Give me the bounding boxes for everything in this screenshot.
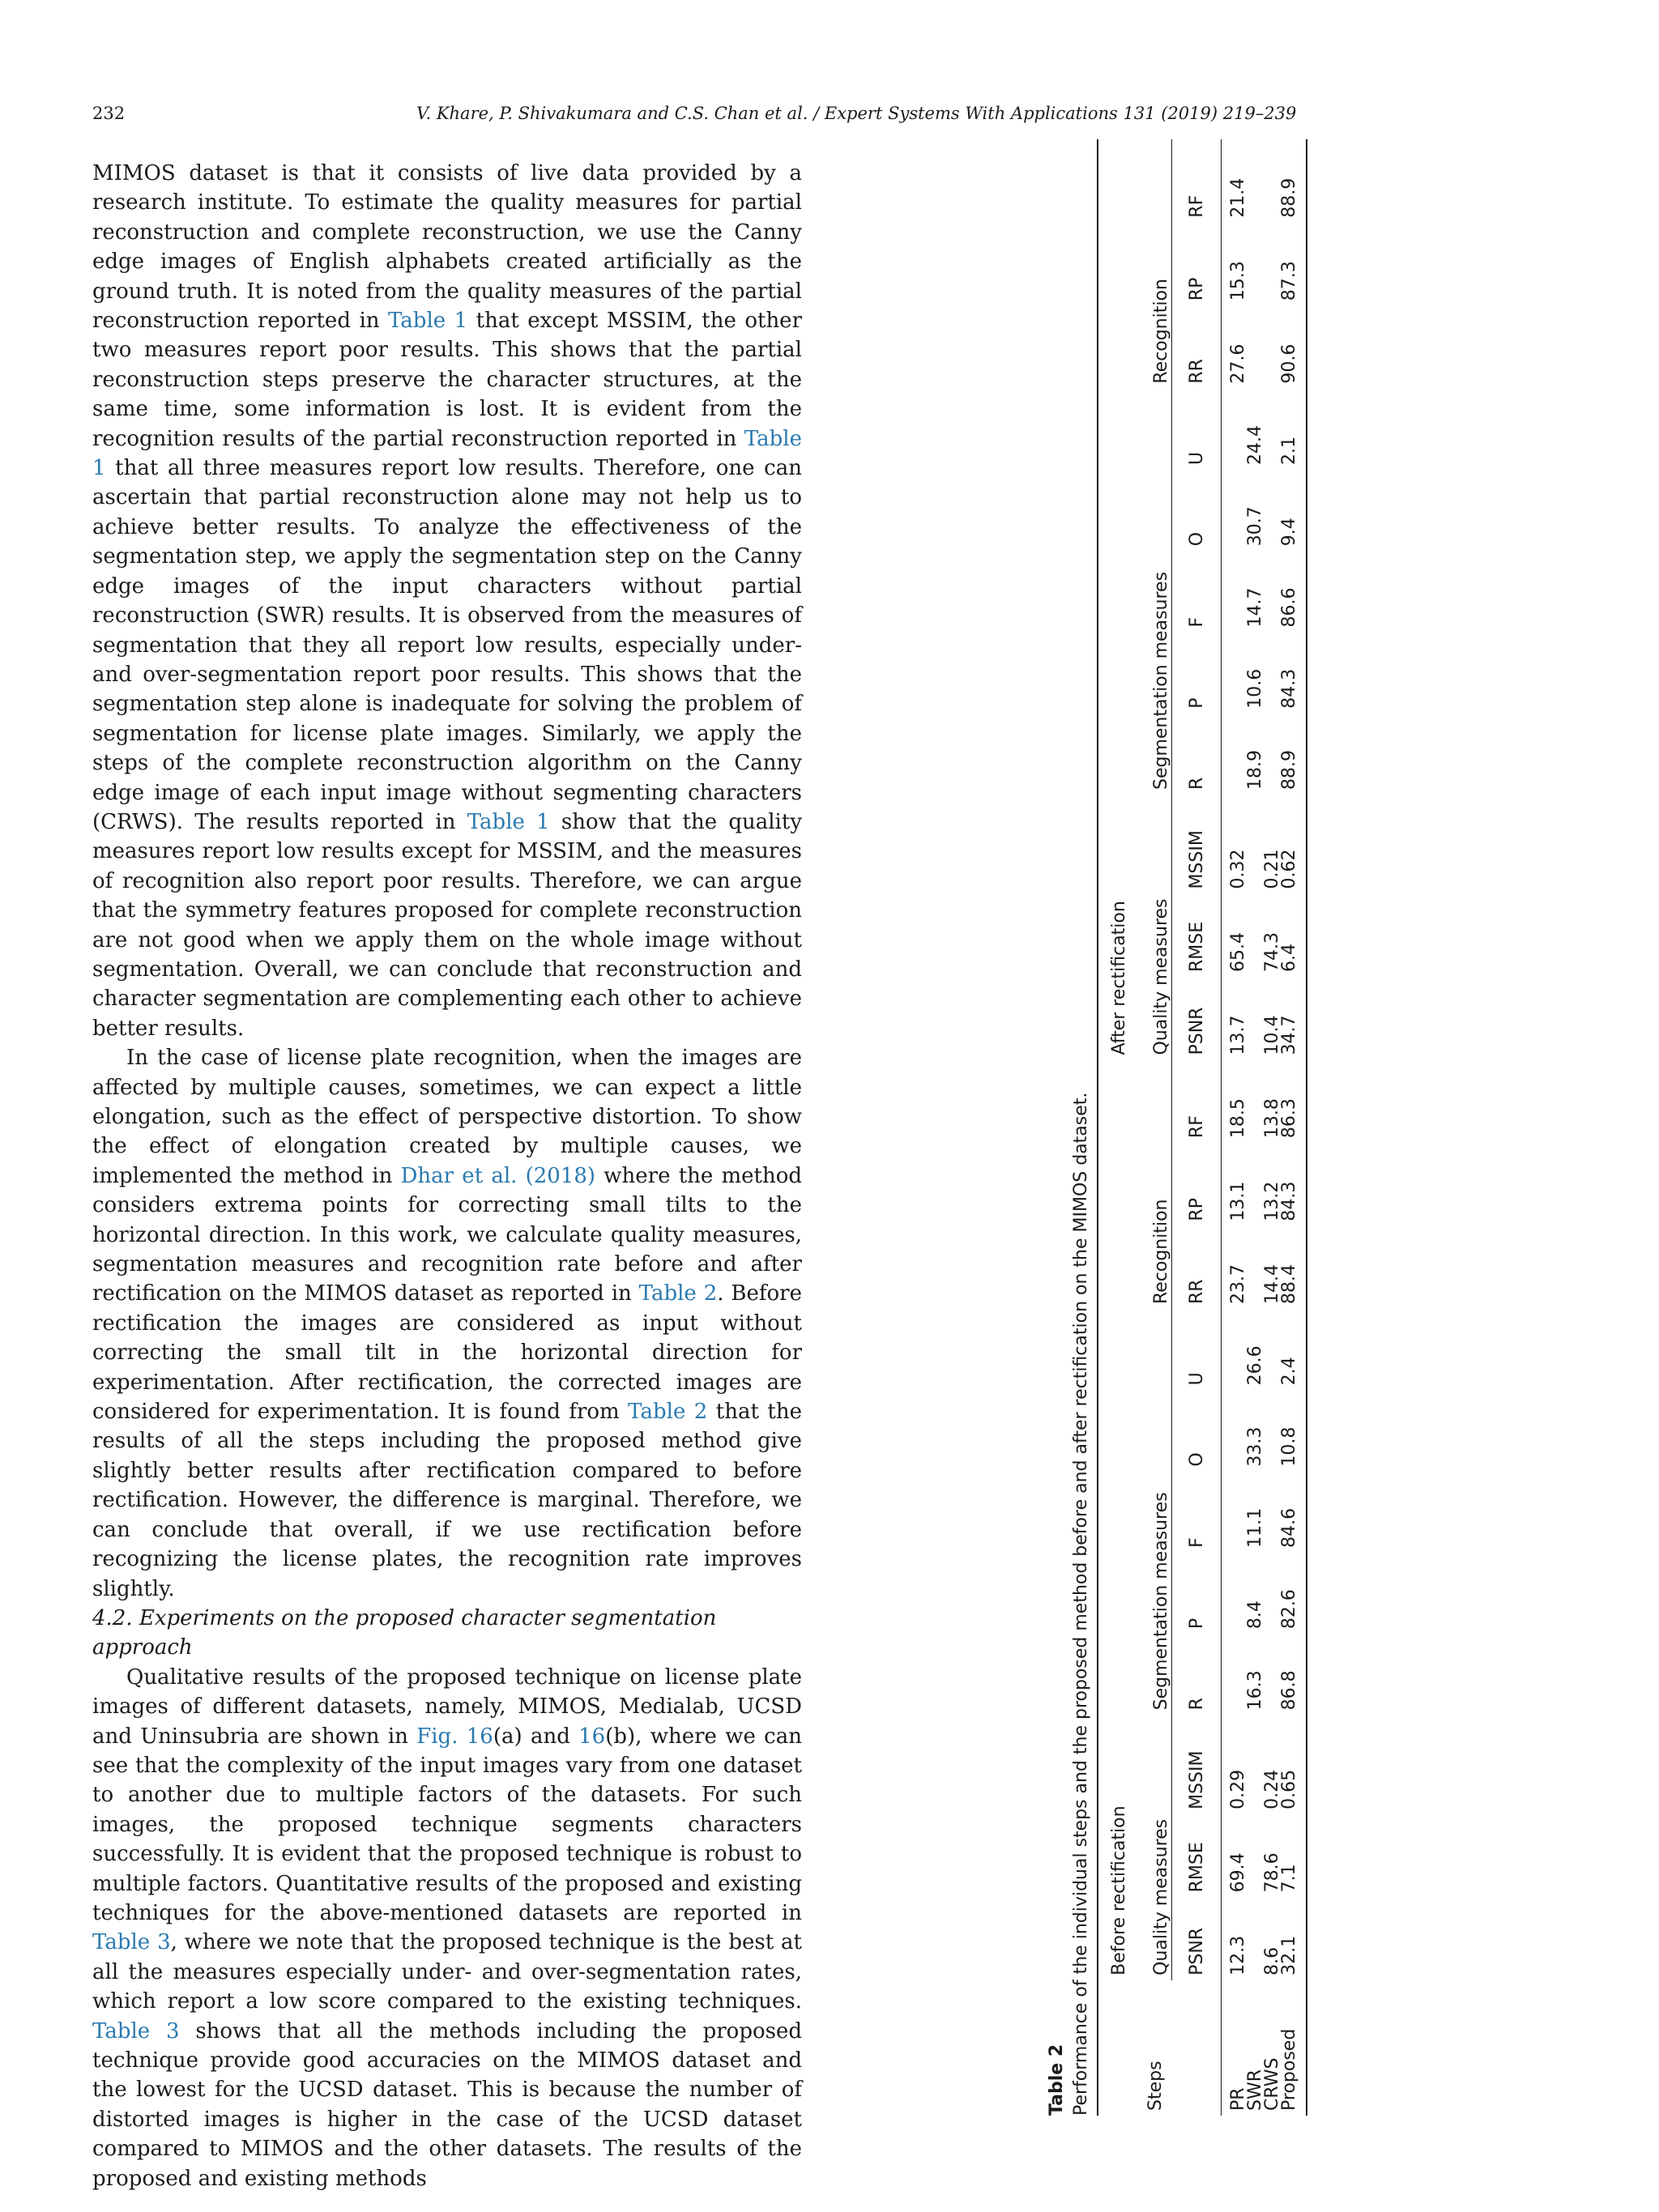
steps-header: Steps <box>1145 2061 1166 2111</box>
table-cell: 18.9 <box>1245 750 1265 790</box>
before-recognition-header: Recognition <box>1139 1060 1172 1310</box>
table-cell: 84.3 <box>1281 1143 1307 1225</box>
column-header: O <box>1186 531 1207 547</box>
table-1-link[interactable]: Table 1 <box>92 426 802 481</box>
table-cell <box>1264 551 1281 632</box>
table-cell <box>1247 1814 1264 1897</box>
table-2-rotated <box>1045 139 1369 2116</box>
table-cell: 74.3 <box>1262 932 1282 973</box>
text-run: In the case of license plate recognition, when the images are affected by multiple causes, sometimes, we can expect a little elongation, such as the effect of perspective distortion. To show the effect of elongation created by multiple causes, we implemented the method in <box>92 1046 802 1188</box>
table-cell: 23.7 <box>1222 1226 1247 1309</box>
dhar-2018-citation-link[interactable]: Dhar et al. (2018) <box>400 1163 596 1188</box>
table-cell <box>1264 1553 1281 1634</box>
table-cell <box>1222 389 1247 470</box>
paragraph-1 <box>92 159 802 1043</box>
table-cell: 0.65 <box>1281 1715 1307 1814</box>
after-segmentation-header: Segmentation measures <box>1139 389 1172 795</box>
text-run: . Before rectification the images are considered as input without correcting the small tilt in the horizontal direction for experimentation. After rectification, the corrected images are considered for experimentation. It is found from <box>92 1281 802 1425</box>
text-run: shows that all the methods including the proposed technique provide good accuracies on the MIMOS dataset and the lowest for the UCSD dataset. This is because the number of distorted images is higher in the case of the UCSD dataset compared to MIMOS and the other datasets. The results of the proposed and existing methods <box>92 2018 802 2191</box>
journal-reference: V. Khare, P. Shivakumara and C.S. Chan et al. / Expert Systems With Applications 131 (2019) 219–239 <box>416 104 1297 123</box>
table-cell <box>1247 1226 1264 1309</box>
table-blank-cell <box>1098 1980 1139 2116</box>
table-cell: 87.3 <box>1281 223 1307 305</box>
column-header: P <box>1186 697 1207 709</box>
table-cell <box>1247 977 1264 1059</box>
table-cell: 86.3 <box>1281 1060 1307 1144</box>
table-caption <box>1045 139 1094 2116</box>
text-run: that the results of all the steps including the proposed method give slightly better results after rectification compared to before rectification. However, the difference is marginal. Therefore, we can conclude that overall, if we use rectification before recognizing the license plates, the recognition rate improves slightly. <box>92 1400 802 1601</box>
text-run: (b), where we can see that the complexity of the input images vary from one dataset to another due to multiple factors of the datasets. For such images, the proposed technique segments characters successfully. It is evident that the proposed technique is robust to multiple factors. Quantitative results of the proposed and existing techniques for the above-mentioned datasets are reported in <box>92 1724 802 1925</box>
table-cell: 6.4 <box>1281 894 1307 977</box>
table-cell <box>1247 894 1264 977</box>
table-cell: 8.4 <box>1245 1600 1265 1630</box>
table-cell <box>1264 223 1281 305</box>
column-header: F <box>1186 616 1207 628</box>
column-header: MSSIM <box>1186 1750 1207 1809</box>
after-recognition-header: Recognition <box>1139 139 1172 389</box>
table-cell <box>1264 714 1281 795</box>
table-cell <box>1222 632 1247 713</box>
table-cell <box>1247 1897 1264 1980</box>
table-cell: 33.3 <box>1245 1426 1265 1467</box>
table-cell <box>1222 1472 1247 1553</box>
table-cell <box>1222 1553 1247 1634</box>
fig-16-link[interactable]: Fig. 16 <box>416 1724 493 1749</box>
table-cell: 88.9 <box>1281 714 1307 795</box>
table-cell: 0.32 <box>1222 795 1247 894</box>
table-3-link[interactable]: Table 3 <box>92 1930 171 1955</box>
column-header: PSNR <box>1186 1007 1207 1055</box>
table-cell <box>1264 1634 1281 1715</box>
table-cell: 88.9 <box>1281 139 1307 223</box>
table-cell: 84.3 <box>1281 632 1307 713</box>
table-3-link[interactable]: Table 3 <box>92 2018 180 2044</box>
row-step-label: SWR <box>1245 2069 1265 2111</box>
column-header: RMSE <box>1186 921 1207 973</box>
table-cell: 78.6 <box>1262 1852 1282 1893</box>
column-header: F <box>1186 1537 1207 1548</box>
table-row <box>1247 139 1264 2116</box>
row-step-label: PR <box>1222 1980 1247 2116</box>
table-cell: 7.1 <box>1281 1814 1307 1897</box>
table-1-link[interactable]: Table 1 <box>467 809 550 834</box>
after-quality-header: Quality measures <box>1139 795 1172 1060</box>
column-header: U <box>1186 1372 1207 1386</box>
column-header: R <box>1186 777 1207 790</box>
row-step-label: Proposed <box>1281 1980 1307 2116</box>
table-cell: 21.4 <box>1222 139 1247 223</box>
table-cell <box>1247 795 1264 894</box>
results-table <box>1097 139 1307 2116</box>
table-cell <box>1247 305 1264 388</box>
row-step-label: CRWS <box>1262 2057 1282 2111</box>
table-cell <box>1264 1390 1281 1471</box>
table-cell: 65.4 <box>1222 894 1247 977</box>
table-cell: 0.29 <box>1222 1715 1247 1814</box>
table-2-link[interactable]: Table 2 <box>638 1281 718 1306</box>
table-cell <box>1264 632 1281 713</box>
table-cell: 0.62 <box>1281 795 1307 894</box>
column-header: RMSE <box>1186 1842 1207 1893</box>
text-run: (a) and <box>493 1724 579 1749</box>
column-header: RF <box>1186 194 1207 218</box>
table-cell: 0.24 <box>1262 1769 1282 1809</box>
section-heading: 4.2. Experiments on the proposed character segmentation approach <box>92 1605 717 1660</box>
column-header: MSSIM <box>1186 830 1207 889</box>
table-cell: 12.3 <box>1222 1897 1247 1980</box>
text-run: show that the quality measures report low results except for MSSIM, and the measures of recognition also report poor results. Therefore, we can argue that the symmetry features proposed for complete reconstruction are not good when we apply them on the whole image without segmentation. Overall, we can conclude that reconstruction and character segmentation are complementing each other to achieve better results. <box>92 809 803 1041</box>
table-row <box>1281 139 1307 2116</box>
table-cell <box>1247 1143 1264 1225</box>
before-segmentation-header: Segmentation measures <box>1139 1309 1172 1715</box>
table-cell: 13.7 <box>1222 977 1247 1059</box>
table-cell: 14.7 <box>1245 587 1265 628</box>
table-cell: 26.6 <box>1245 1345 1265 1386</box>
table-cell: 10.8 <box>1281 1390 1307 1471</box>
text-run: where the method considers extrema points for correcting small tilts to the horizontal direction. In this work, we calculate quality measures, segmentation measures and recognition rate before and after rectification on the MIMOS dataset as reported in <box>92 1163 803 1306</box>
table-row <box>1264 139 1281 2116</box>
table-cell: 27.6 <box>1222 305 1247 388</box>
table-2-link[interactable]: Table 2 <box>628 1400 708 1425</box>
table-cell <box>1222 470 1247 551</box>
column-header: R <box>1186 1698 1207 1711</box>
text-run: MIMOS dataset is that it consists of live data provided by a research institute. To estimate the quality measures for partial reconstruction and complete reconstruction, we use the Canny edge images of English alphabets created artificially as the ground truth. It is noted from the quality measures of the partial reconstruction reported in <box>92 161 802 334</box>
column-header: RF <box>1186 1115 1207 1139</box>
table-cell <box>1264 1472 1281 1553</box>
table-cell: 2.1 <box>1281 389 1307 470</box>
text-run: Qualitative results of the proposed technique on license plate images of different datasets, namely, MIMOS, Medialab, UCSD and Uninsubria are shown in <box>92 1664 802 1749</box>
before-quality-header: Quality measures <box>1139 1715 1172 1980</box>
table-cell: 88.4 <box>1281 1226 1307 1309</box>
table-cell: 32.1 <box>1281 1897 1307 1980</box>
table-1-link[interactable]: Table 1 <box>387 309 468 334</box>
table-cell <box>1264 139 1281 223</box>
table-cell: 90.6 <box>1281 305 1307 388</box>
table-cell <box>1247 1715 1264 1814</box>
column-header: U <box>1186 451 1207 465</box>
table-cell: 0.21 <box>1262 849 1282 889</box>
after-rectification-header <box>1098 139 1139 1060</box>
running-head <box>92 100 1635 126</box>
table-cell <box>1264 389 1281 470</box>
table-cell: 14.4 <box>1262 1264 1282 1305</box>
body-text-column <box>92 159 802 2193</box>
table-cell <box>1222 1390 1247 1471</box>
column-header: O <box>1186 1452 1207 1467</box>
column-header: RP <box>1186 277 1207 301</box>
table-cell: 86.8 <box>1281 1634 1307 1715</box>
text-run: , where we note that the proposed technique is the best at all the measures especially under- and over-segmentation rates, which report a low score compared to the existing techniques. <box>92 1930 803 2014</box>
table-cell: 15.3 <box>1222 223 1247 305</box>
fig-16b-link[interactable]: 16 <box>578 1724 606 1749</box>
after-rectification-label: After rectification <box>1108 901 1129 1055</box>
before-rectification-header <box>1098 1060 1139 1980</box>
table-cell: 18.5 <box>1222 1060 1247 1144</box>
table-cell: 9.4 <box>1281 470 1307 551</box>
table-cell: 13.1 <box>1222 1143 1247 1225</box>
table-cell <box>1222 1634 1247 1715</box>
table-cell: 69.4 <box>1222 1814 1247 1897</box>
table-row <box>1222 139 1247 2116</box>
table-cell: 2.4 <box>1281 1309 1307 1390</box>
table-cell <box>1222 1309 1247 1390</box>
paragraph-2 <box>92 1043 802 1604</box>
text-run: that except MSSIM, the other two measures report poor results. This shows that the partial reconstruction steps preserve the character structures, at the same time, some information is lost. It is evident from the recognition results of the partial reconstruction reported in <box>92 309 802 451</box>
table-cell: 86.6 <box>1281 551 1307 632</box>
table-cell: 30.7 <box>1245 506 1265 547</box>
table-cell: 11.1 <box>1245 1507 1265 1548</box>
table-blank-cell <box>1172 1980 1222 2116</box>
column-header: PSNR <box>1186 1927 1207 1975</box>
table-cell: 84.6 <box>1281 1472 1307 1553</box>
table-cell: 13.2 <box>1262 1181 1282 1221</box>
text-run: that all three measures report low results. Therefore, one can ascertain that partial reconstruction alone may not help us to achieve better results. To analyze the effectiveness of the segmentation step, we apply the segmentation step on the Canny edge images of the input characters without partial reconstruction (SWR) results. It is observed from the measures of segmentation that they all report low results, especially under- and over-segmentation report poor results. This shows that the segmentation step alone is inadequate for solving the problem of segmentation for license plate images. Similarly, we apply the steps of the complete reconstruction algorithm on the Canny edge image of each input image without segmenting characters (CRWS). The results reported in <box>92 456 802 834</box>
table-cell: 8.6 <box>1262 1946 1282 1975</box>
table-cell: 10.4 <box>1262 1015 1282 1055</box>
table-cell <box>1264 470 1281 551</box>
paragraph-3 <box>92 1663 802 2193</box>
table-cell: 16.3 <box>1245 1670 1265 1711</box>
table-cell <box>1247 139 1264 223</box>
table-cell <box>1222 714 1247 795</box>
table-cell <box>1264 1309 1281 1390</box>
column-header: P <box>1186 1617 1207 1630</box>
table-cell: 34.7 <box>1281 977 1307 1059</box>
before-rectification-label: Before rectification <box>1108 1805 1129 1975</box>
column-header: RR <box>1186 359 1207 384</box>
table-cell: 13.8 <box>1262 1098 1282 1139</box>
table-cell: 82.6 <box>1281 1553 1307 1634</box>
column-header: RP <box>1186 1198 1207 1221</box>
table-cell: 10.6 <box>1245 668 1265 709</box>
table-cell <box>1264 305 1281 388</box>
table-cell <box>1247 223 1264 305</box>
table-cell: 24.4 <box>1245 424 1265 465</box>
table-title: Performance of the individual steps and the proposed method before and after rectification on the MIMOS dataset. <box>1071 1092 1091 2116</box>
column-header: RR <box>1186 1279 1207 1305</box>
table-label: Table 2 <box>1047 2044 1067 2116</box>
table-cell <box>1222 551 1247 632</box>
page-number: 232 <box>92 104 126 123</box>
table-cell <box>1247 1060 1264 1144</box>
